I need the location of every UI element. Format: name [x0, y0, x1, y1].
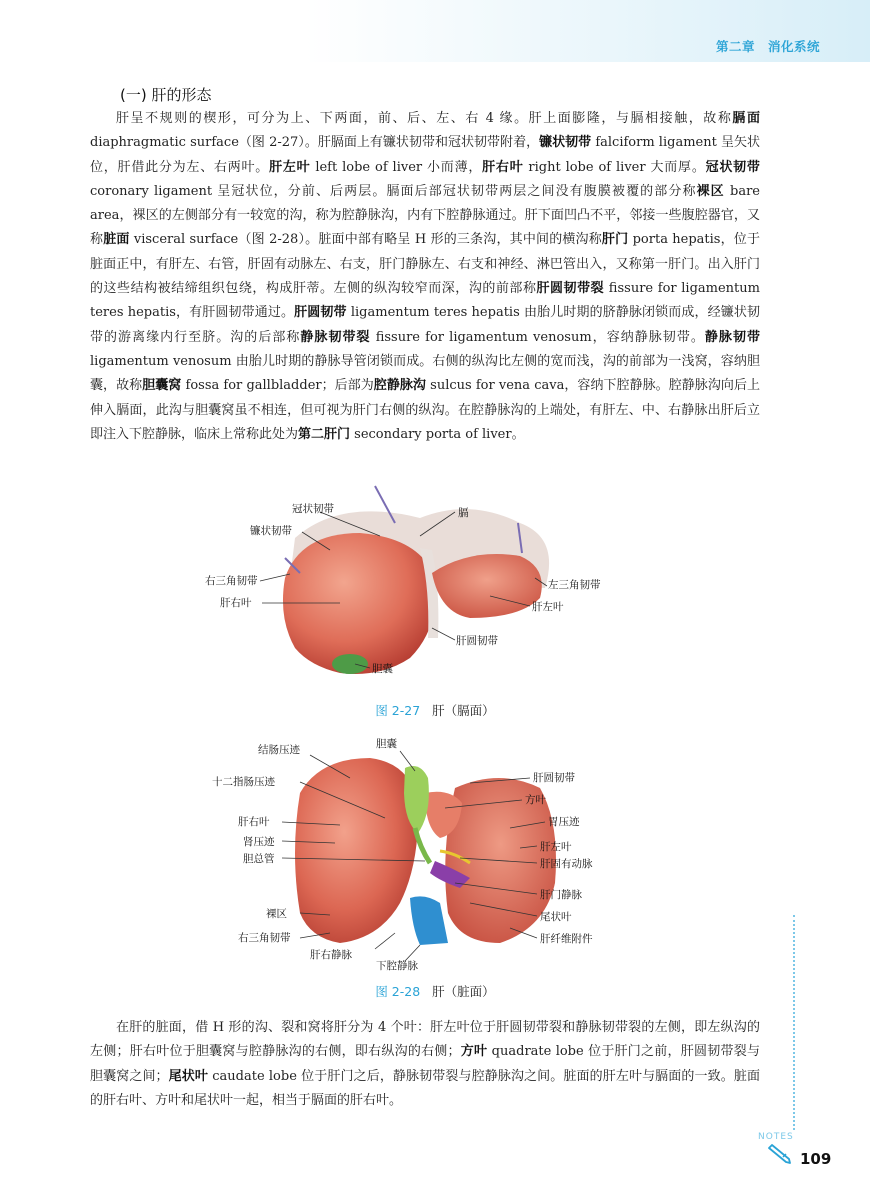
fig2-label-ivc: 下腔静脉: [376, 960, 418, 972]
bold-term: 裸区: [696, 183, 725, 199]
bold-term: 腔静脉沟: [373, 378, 426, 394]
bold-term: 冠状韧带: [705, 159, 760, 175]
bold-term: 肝圆韧带: [294, 305, 347, 321]
text-run: quadrate lobe 位于肝门之前，肝圆韧带裂与胆囊窝之间；: [90, 1044, 760, 1084]
section-title: (一) 肝的形态: [120, 86, 212, 104]
fig2-label-gastric: 胃压迹: [548, 816, 580, 828]
gallbladder-shape: [332, 654, 368, 674]
fig2-label-portal-vein: 肝门静脉: [540, 889, 582, 901]
text-run: ligamentum teres hepatis 由胎儿时期的脐静脉闭锁而成，经镰状韧带的游离缘内行至脐。沟的后部称: [90, 305, 760, 345]
bold-term: 静脉韧带: [704, 329, 760, 345]
bold-term: 膈面: [732, 111, 760, 126]
notes-label: NOTES: [758, 1132, 794, 1142]
bold-term: 胆囊窝: [142, 378, 182, 394]
text-run: secondary porta of liver。: [350, 426, 525, 442]
fig2-label-hepatic-vein: 肝右静脉: [310, 949, 352, 961]
fig1-label-right-triangular: 右三角韧带: [205, 575, 258, 587]
figure1-title: 肝（膈面）: [432, 703, 495, 718]
text-run: bare area，裸区的左侧部分有一较宽的沟，称为腔静脉沟，内有下腔静脉通过。肝下面凹凸不平，邻接一些腹腔器官，又称: [90, 183, 760, 248]
fig1-label-left-triangular: 左三角韧带: [548, 579, 601, 591]
chapter-label: 第二章 消化系统: [715, 39, 820, 54]
fig1-label-diaphragm: 膈: [458, 507, 469, 519]
fig2-label-right-triangular: 右三角韧带: [238, 932, 291, 944]
text-run: caudate lobe 位于肝门之后，静脉韧带裂与腔静脉沟之间。脏面的肝左叶与膈面的一致。脏面的肝右叶、方叶和尾状叶一起，相当于膈面的肝右叶。: [90, 1068, 760, 1108]
text-run: fissure for ligamentum teres hepatis，有肝圆韧带通过。: [90, 281, 760, 321]
text-run: visceral surface（图 2-28）。脏面中部有略呈 H 形的三条沟，其中间的横沟称: [129, 232, 602, 248]
fig1-label-round-ligament: 肝圆韧带: [456, 635, 498, 647]
fig2-label-caudate: 尾状叶: [540, 911, 572, 923]
figure-liver-diaphragmatic: [0, 478, 870, 696]
fig2-label-artery: 肝固有动脉: [540, 858, 593, 870]
text-run: right lobe of liver 大而厚。: [523, 159, 706, 175]
bold-term: 脏面: [103, 232, 130, 248]
bold-term: 肝圆韧带裂: [536, 281, 605, 297]
liver-visceral-illustration: [0, 733, 870, 973]
text-run: fossa for gallbladder；后部为: [181, 378, 374, 394]
fig2-label-bare-area: 裸区: [266, 908, 287, 920]
fig2-label-round-ligament: 肝圆韧带: [533, 772, 575, 784]
text-run: left lobe of liver 小而薄，: [310, 159, 483, 175]
figure2-caption: [0, 982, 870, 1000]
figure1-number: 图 2-27: [375, 703, 421, 718]
fig1-label-gallbladder: 胆囊: [372, 663, 393, 675]
bold-term: 方叶: [460, 1044, 488, 1060]
text-run: coronary ligament 呈冠状位，分前、后两层。膈面后部冠状韧带两层之间没有腹膜被覆的部分称: [90, 183, 697, 199]
text-run: falciform ligament 呈矢状位，肝借此分为左、右两叶。: [90, 135, 760, 175]
figure-liver-visceral: [0, 733, 870, 973]
pencil-icon: [766, 1144, 794, 1166]
text-run: fissure for ligamentum venosum，容纳静脉韧带。: [370, 329, 705, 345]
fig2-label-quadrate: 方叶: [525, 794, 546, 806]
bold-term: 肝右叶: [482, 159, 524, 175]
text-run: ligamentum venosum 由胎儿时期的静脉导管闭锁而成。右侧的纵沟比左侧的宽而浅，沟的前部为一浅窝，容纳胆囊，故称: [90, 353, 760, 394]
right-lobe-shape: [283, 533, 436, 674]
bold-term: 肝门: [601, 232, 629, 248]
figure2-number: 图 2-28: [375, 984, 421, 999]
fig1-label-right-lobe: 肝右叶: [220, 597, 252, 609]
liver-diaphragmatic-illustration: [0, 478, 870, 696]
fig2-label-bile-duct: 胆总管: [243, 853, 275, 865]
fig2-label-fibrous: 肝纤维附件: [540, 933, 593, 945]
figure1-caption: [0, 701, 870, 719]
text-run: 肝呈不规则的楔形，可分为上、下两面，前、后、左、右 4 缘。肝上面膨隆，与膈相接触，故称: [116, 111, 733, 126]
bold-term: 肝左叶: [269, 159, 311, 175]
fig2-label-gallbladder: 胆囊: [376, 738, 397, 750]
text-run: diaphragmatic surface（图 2-27）。肝膈面上有镰状韧带和冠状韧带附着，: [90, 135, 540, 151]
page-number: 109: [800, 1150, 832, 1168]
fig1-label-falciform: 镰状韧带: [250, 525, 292, 537]
fig2-label-duodenal: 十二指肠压迹: [212, 776, 275, 788]
fig2-label-colic: 结肠压迹: [258, 744, 300, 756]
fig2-label-renal: 肾压迹: [243, 836, 275, 848]
fig2-label-left-lobe: 肝左叶: [540, 841, 572, 853]
text-run: porta hepatis，位于脏面正中，有肝左、右管，肝固有动脉左、右支，肝门静脉左、右支和神经、淋巴管出入，又称第一肝门。出入肝门的这些结构被结缔组织包绕，构成肝蒂。左侧的纵沟较窄而深，沟的前部称: [90, 232, 760, 297]
bold-term: 尾状叶: [168, 1068, 209, 1084]
figure2-title: 肝（脏面）: [432, 984, 495, 999]
bold-term: 静脉韧带裂: [300, 329, 371, 345]
text-run: sulcus for vena cava，容纳下腔静脉。腔静脉沟向后上伸入膈面，此沟与胆囊窝虽不相连，但可视为肝门右侧的纵沟。在腔静脉沟的上端处，有肝左、中、右静脉出肝后立即注入下腔静脉，临床上常称此处为: [90, 378, 760, 442]
paragraph-2: [90, 1016, 760, 1113]
fig1-label-coronary: 冠状韧带: [292, 503, 334, 515]
text-run: 在肝的脏面，借 H 形的沟、裂和窝将肝分为 4 个叶：肝左叶位于肝圆韧带裂和静脉韧带裂的左侧，即左纵沟的左侧；肝右叶位于胆囊窝与腔静脉沟的右侧，即右纵沟的右侧；: [90, 1020, 760, 1060]
notes-dotted-line: [793, 915, 795, 1130]
fig2-label-right-lobe: 肝右叶: [238, 816, 270, 828]
ivc-shape: [410, 896, 448, 945]
bold-term: 第二肝门: [298, 426, 351, 442]
paragraph-1: [90, 107, 760, 447]
visceral-right-lobe-shape: [295, 758, 418, 943]
fig1-label-left-lobe: 肝左叶: [532, 601, 564, 613]
bold-term: 镰状韧带: [539, 135, 592, 151]
